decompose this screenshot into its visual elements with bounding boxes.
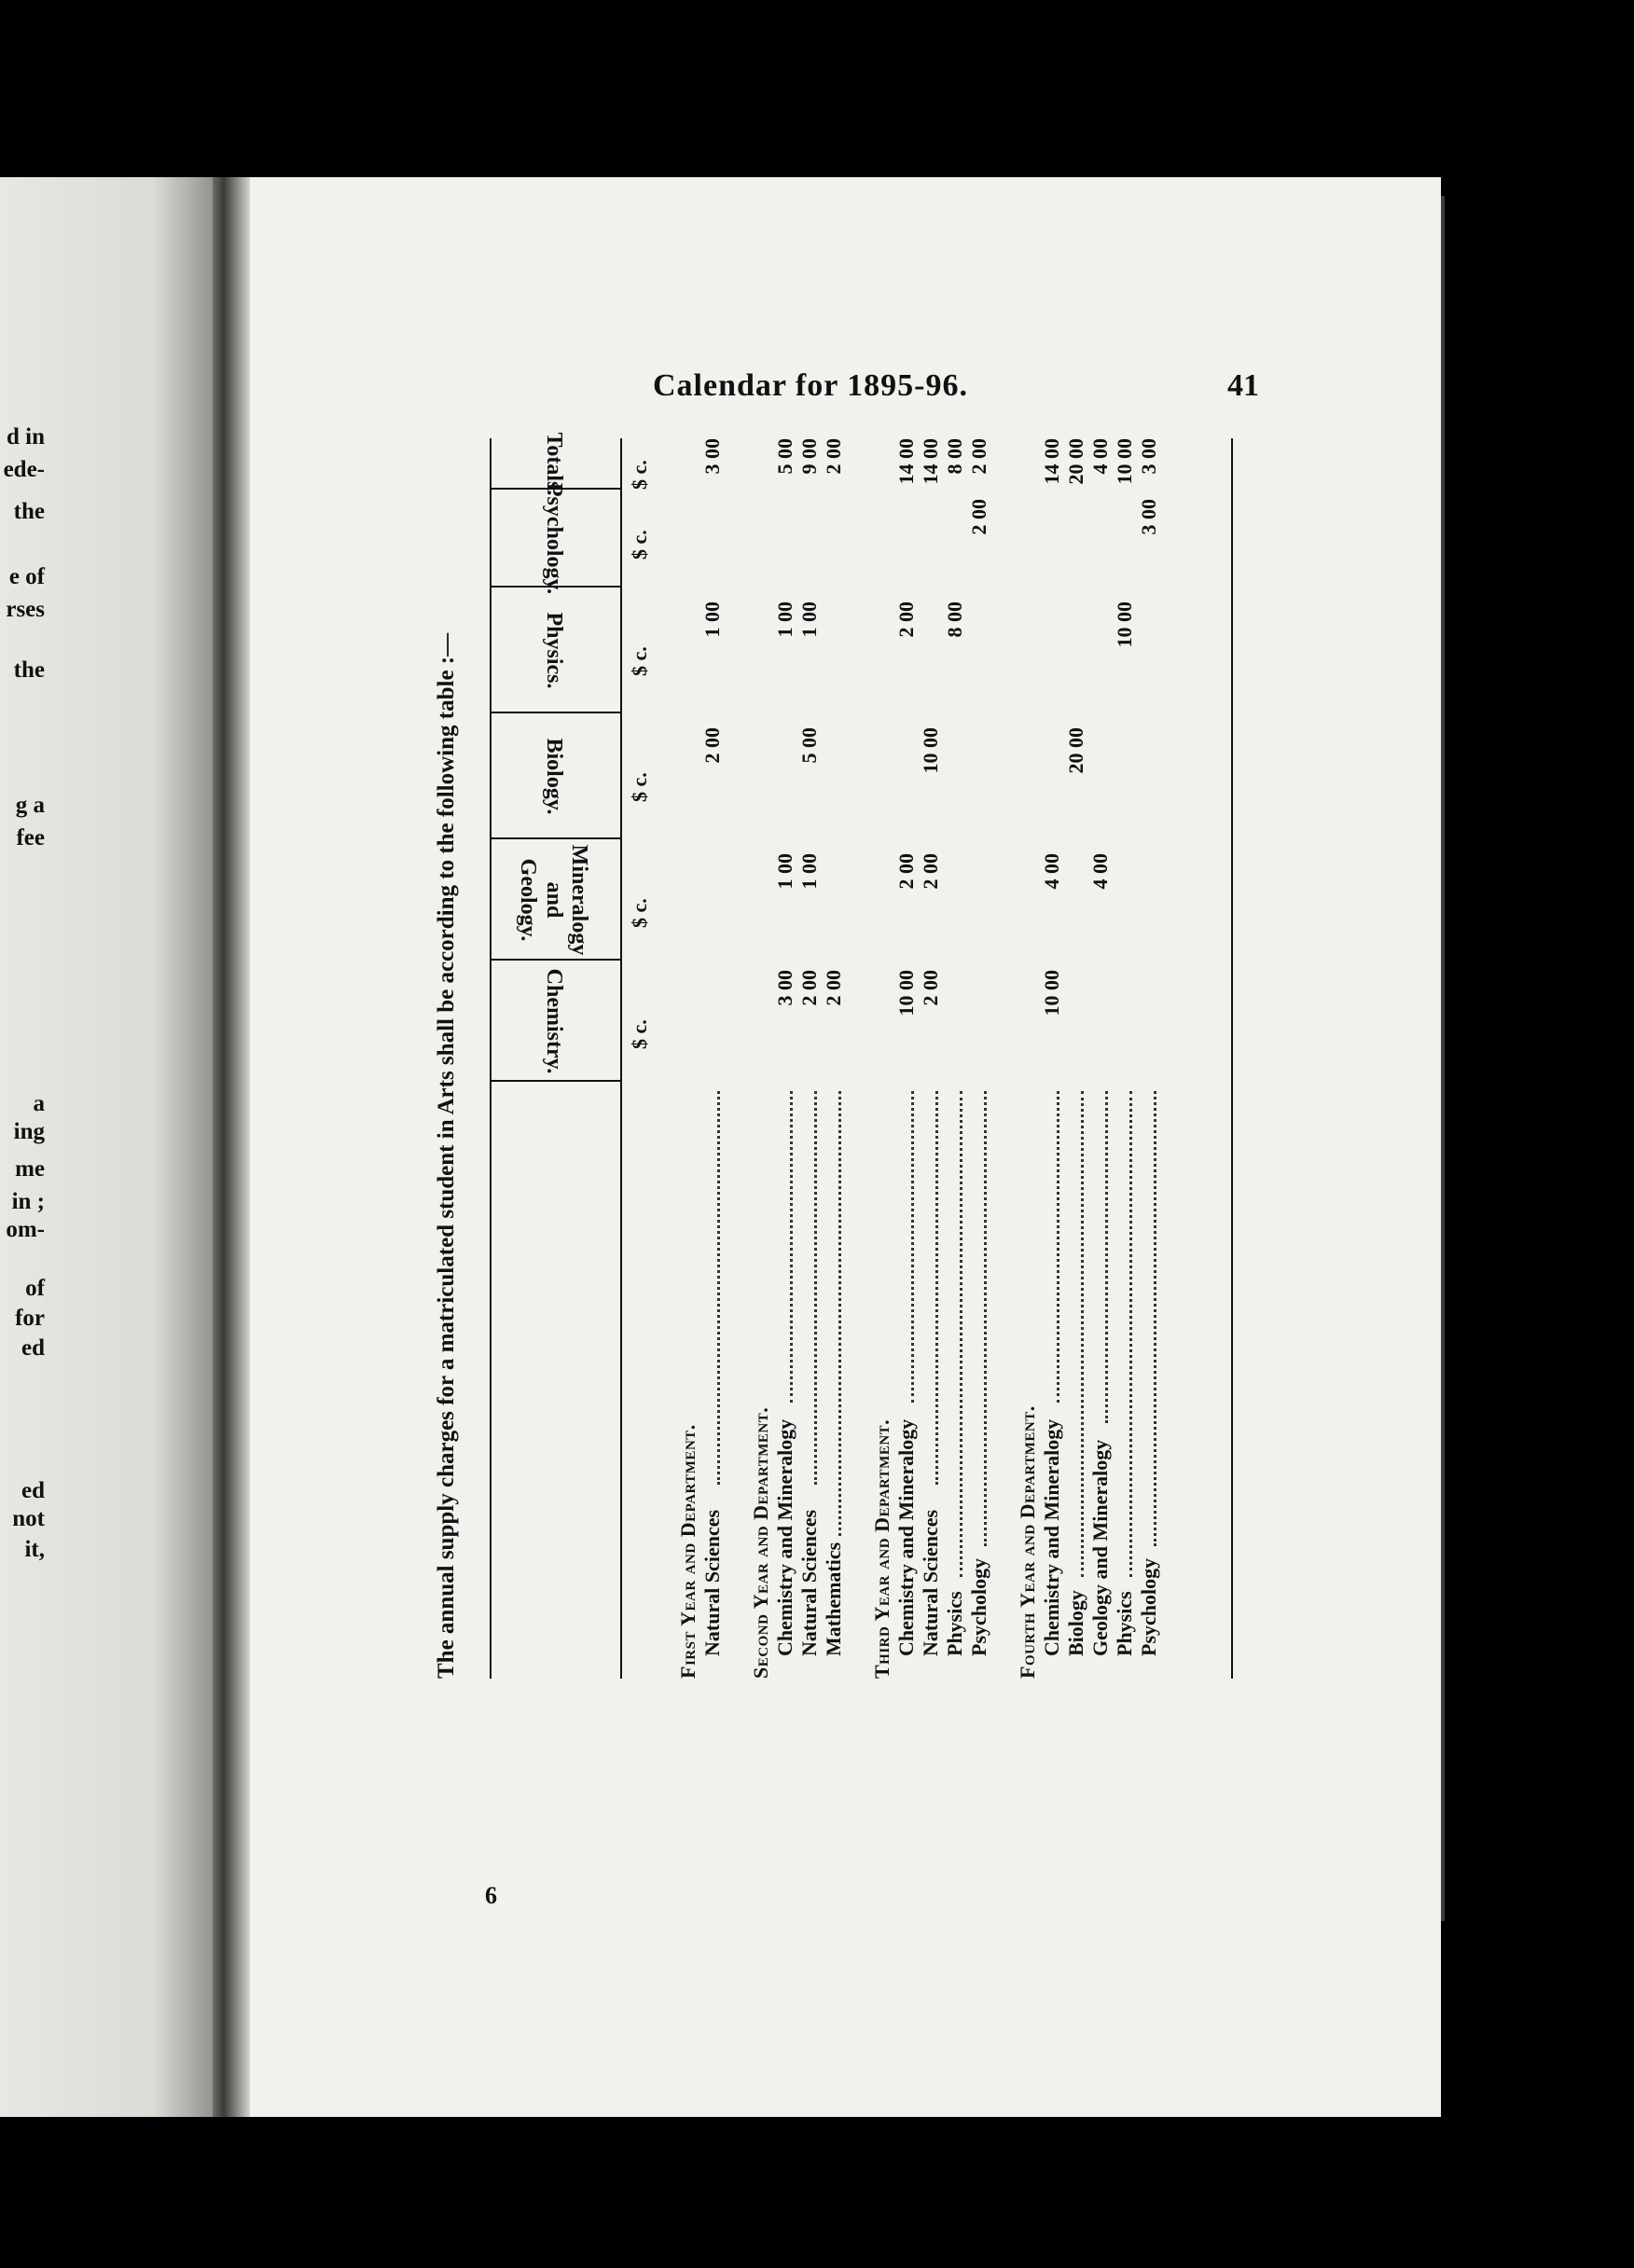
table-row [1088,438,1111,1679]
page-number: 41 [1227,368,1259,403]
cell-value: 14 00 [1040,438,1063,485]
cell-value: 10 00 [1040,970,1063,1016]
running-header [653,368,1259,415]
table-row [1040,438,1062,1679]
column-header [506,588,600,713]
cell-value: 1 00 [773,602,796,638]
table-intro: The annual supply charges for a matriculated student in Arts shall be according to the following table :— [434,632,459,1679]
table-row [1137,438,1159,1679]
leader-dots [838,1091,841,1536]
unit-label: $ c. [628,772,651,802]
left-page-fragment: d in [6,424,45,449]
cell-value: 14 00 [919,438,942,485]
left-page-fragment: ede- [3,457,45,482]
cell-value: 4 00 [1040,853,1063,890]
unit-label: $ c. [628,530,651,560]
cell-value: 5 00 [797,727,821,764]
cell-value: 2 00 [919,970,942,1006]
row-label: Biology [1064,1590,1087,1656]
table-row [919,438,941,1679]
column-header-label: Totals. [541,432,566,496]
section-heading-row [749,438,771,1679]
cell-value: 3 00 [700,438,724,475]
leader-dots [1154,1091,1156,1546]
left-page-fragment: the [13,657,45,683]
left-page-fragment: ed [21,1478,45,1503]
column-header-label: Psychology. [541,482,566,595]
cell-value: 3 00 [773,970,796,1006]
left-page-fragment: a [33,1091,45,1116]
unit-label: $ c. [628,898,651,928]
table-row [1064,438,1087,1679]
column-header [506,713,600,839]
section-heading: Third Year and Department. [870,1418,893,1679]
unit-row [628,438,656,1679]
leader-dots [790,1091,793,1403]
left-page-fragment: the [13,499,45,524]
section-heading: Fourth Year and Department. [1016,1405,1039,1679]
cell-value: 2 00 [967,499,990,535]
cell-value: 4 00 [1088,438,1112,475]
leader-dots [814,1091,817,1485]
table-header-rule [620,438,622,1679]
unit-label: $ c. [628,1019,651,1049]
left-page-fragment: for [15,1306,45,1331]
left-page-fragment: ing [13,1119,45,1144]
leader-dots [1105,1091,1108,1423]
left-page-fragment: fee [16,825,45,850]
cell-value: 9 00 [797,438,821,475]
left-page-text-fragments [0,177,45,2117]
leader-dots [984,1091,987,1546]
row-label: Psychology [1137,1557,1160,1656]
row-label: Chemistry and Mineralogy [894,1418,918,1656]
row-label: Natural Sciences [797,1509,821,1656]
column-header-label: Biology. [541,738,566,815]
section-heading: Second Year and Department. [749,1406,772,1679]
cell-value: 1 00 [700,602,724,638]
cell-value: 10 00 [894,970,918,1016]
table-row [773,438,796,1679]
left-page-fragment: ed [21,1335,45,1361]
cell-value: 2 00 [822,438,845,475]
cell-value: 3 00 [1137,499,1160,535]
table-bottom-rule [1231,438,1233,1679]
table-row [967,438,990,1679]
left-page-fragment: of [25,1276,45,1301]
leader-dots [935,1091,938,1485]
cell-value: 2 00 [967,438,990,475]
leader-dots [1129,1091,1132,1577]
unit-label: $ c. [628,460,651,490]
cell-value: 2 00 [822,970,845,1006]
cell-value: 2 00 [919,853,942,890]
table-row [943,438,965,1679]
cell-value: 1 00 [797,853,821,890]
leader-dots [960,1091,962,1577]
row-label: Physics [1113,1591,1136,1656]
section-heading: First Year and Department. [676,1424,699,1679]
left-page-fragment: om- [6,1217,45,1242]
row-label: Geology and Mineralogy [1088,1439,1112,1656]
cell-value: 2 00 [700,727,724,764]
table-row [894,438,917,1679]
row-label: Chemistry and Mineralogy [773,1418,796,1656]
left-page-fragment: not [12,1506,45,1531]
book-gutter [213,177,250,2117]
column-header-label: Mineralogy and Geology. [516,844,592,956]
column-header [506,482,600,595]
cell-value: 10 00 [919,727,942,774]
column-header-label: Physics. [541,612,566,689]
page-edge [1441,196,1445,1921]
cell-value: 20 00 [1064,438,1087,485]
cell-value: 2 00 [894,602,918,638]
cell-value: 3 00 [1137,438,1160,475]
left-page-fragment: g a [15,793,45,818]
rotated-table-block [434,432,1236,1679]
cell-value: 10 00 [1113,602,1136,648]
row-label: Mathematics [822,1542,845,1656]
section-heading-row [1016,438,1038,1679]
cell-value: 1 00 [773,853,796,890]
section-heading-row [676,438,699,1679]
column-header-label: Chemistry. [541,968,566,1074]
unit-label: $ c. [628,646,651,676]
left-page-number: 6 [485,1882,497,1909]
column-header [506,961,600,1082]
running-title: Calendar for 1895-96. [653,368,969,403]
left-page-fragment: in ; [11,1189,45,1214]
table-row [822,438,844,1679]
cell-value: 4 00 [1088,853,1112,890]
leader-dots [717,1091,720,1485]
cell-value: 8 00 [943,438,966,475]
cell-value: 8 00 [943,602,966,638]
cell-value: 2 00 [894,853,918,890]
cell-value: 20 00 [1064,727,1087,774]
row-label: Natural Sciences [919,1509,942,1656]
cell-value: 10 00 [1113,438,1136,485]
row-label: Psychology [967,1557,990,1656]
row-label: Physics [943,1591,966,1656]
left-page-fragment: it, [24,1537,45,1562]
column-header [506,432,600,496]
table-row [797,438,820,1679]
table-row [700,438,723,1679]
column-header [506,839,600,961]
row-label: Natural Sciences [700,1509,724,1656]
left-page-fragment: e of [8,564,45,589]
left-page-fragment: me [15,1156,45,1182]
left-page-fragment: rses [6,597,45,622]
leader-dots [1057,1091,1059,1403]
table-top-rule [490,438,492,1679]
cell-value: 2 00 [797,970,821,1006]
leader-dots [911,1091,914,1403]
section-heading-row [870,438,893,1679]
cell-value: 14 00 [894,438,918,485]
cell-value: 1 00 [797,602,821,638]
cell-value: 5 00 [773,438,796,475]
leader-dots [1081,1091,1084,1577]
table-row [1113,438,1135,1679]
left-page [0,177,219,2117]
row-label: Chemistry and Mineralogy [1040,1418,1063,1656]
